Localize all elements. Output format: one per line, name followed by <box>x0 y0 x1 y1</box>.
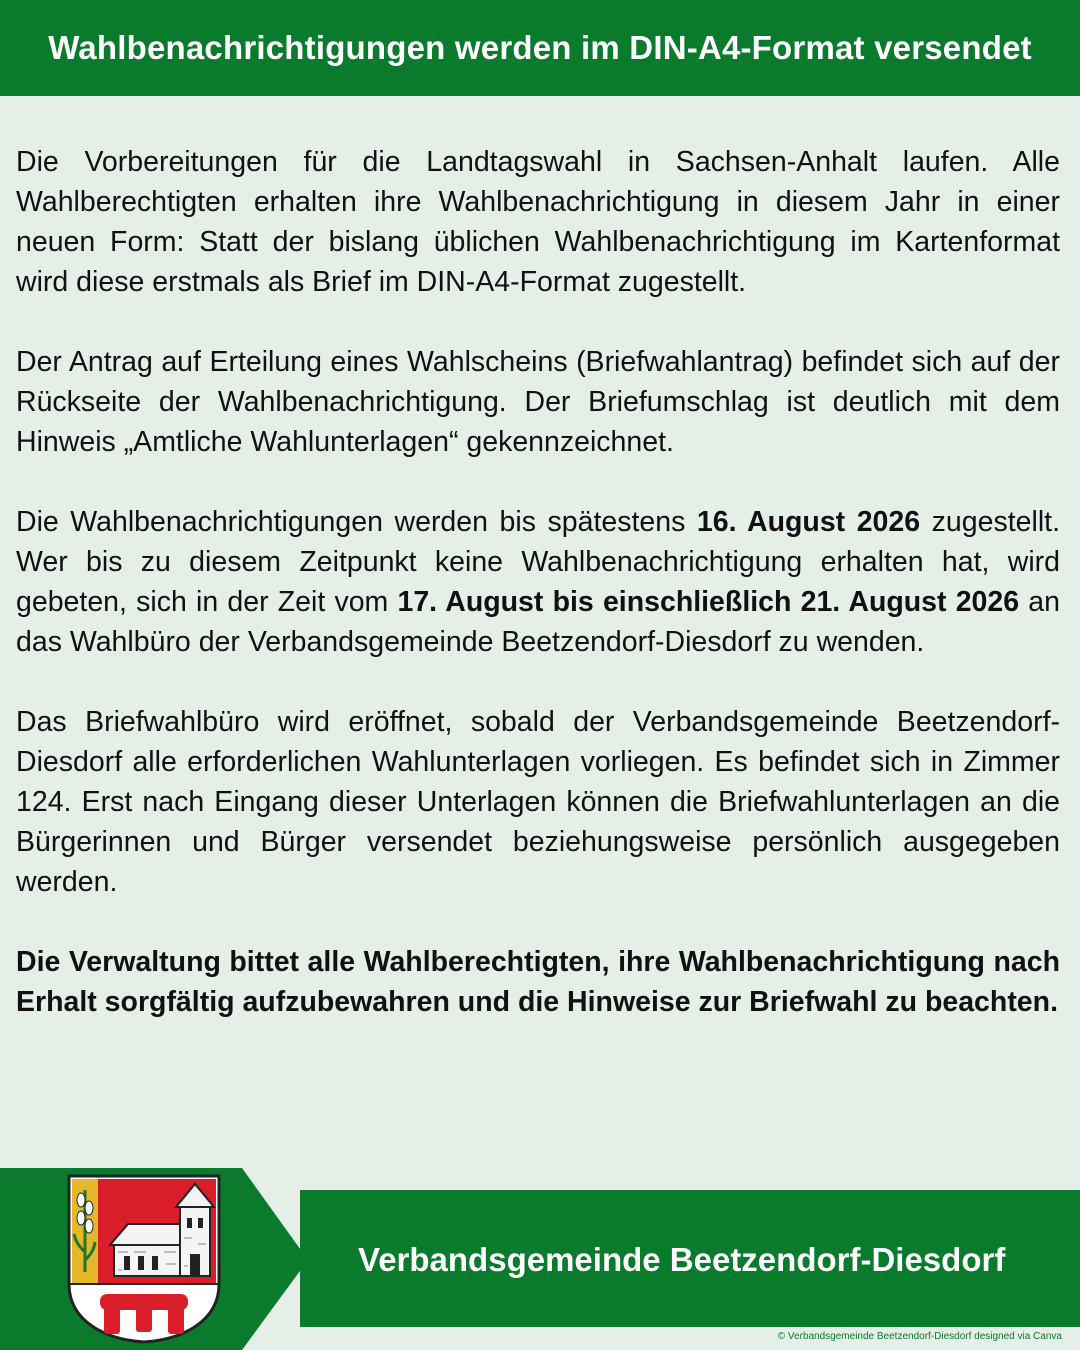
paragraph-briefwahlantrag: Der Antrag auf Erteilung eines Wahlscheins (Briefwahlantrag) befindet sich auf der Rückseite der Wahlbenachrichtigung. Der Briefumschlag ist deutlich mit dem Hinweis „Amtliche Wahlunterlagen“ gekennzeichnet. <box>16 346 1060 458</box>
paragraph-deadline <box>16 502 1060 662</box>
contact-period: 17. August bis einschließlich 21. August 2026 <box>397 586 1020 618</box>
paragraph-closing-note: Die Verwaltung bittet alle Wahlberechtigten, ihre Wahlbenachrichtigung nach Erhalt sorgfältig aufzubewahren und die Hinweise zur Briefwahl zu beachten. <box>16 946 1060 1018</box>
page-title: Wahlbenachrichtigungen werden im DIN-A4-Format versendet <box>48 29 1032 66</box>
footer-chevron <box>230 1168 310 1350</box>
coat-of-arms-icon <box>66 1172 222 1344</box>
paragraph-intro: Die Vorbereitungen für die Landtagswahl in Sachsen-Anhalt laufen. Alle Wahlberechtigten erhalten ihre Wahlbenachrichtigung in diesem Jahr in einer neuen Form: Statt der bislang üblichen Wahlbenachrichtigung im Kartenformat wird diese erstmals als Brief im DIN-A4-Format zugestellt. <box>16 146 1060 298</box>
article-body <box>16 142 1060 1062</box>
deadline-date: 16. August 2026 <box>696 506 921 538</box>
header-bar <box>0 0 1080 96</box>
deadline-text-1: Die Wahlbenachrichtigungen werden bis spätestens <box>16 506 697 538</box>
deadline-text-3: an das Wahlbüro der Verbandsgemeinde Beetzendorf-Diesdorf zu wenden. <box>16 586 1060 658</box>
organization-name: Verbandsgemeinde Beetzendorf-Diesdorf <box>358 1241 1006 1278</box>
paragraph-briefwahlbuero: Das Briefwahlbüro wird eröffnet, sobald der Verbandsgemeinde Beetzendorf-Diesdorf alle erforderlichen Wahlunterlagen vorliegen. Es befindet sich in Zimmer 124. Erst nach Eingang dieser Unterlagen können die Briefwahlunterlagen an die Bürgerinnen und Bürger versendet beziehungsweise persönlich ausgegeben werden. <box>16 706 1060 898</box>
deadline-text-2: zugestellt. Wer bis zu diesem Zeitpunkt keine Wahlbenachrichtigung erhalten hat, wird gebeten, sich in der Zeit vom <box>16 506 1060 618</box>
copyright-notice: © Verbandsgemeinde Beetzendorf-Diesdorf designed via Canva <box>777 1331 1062 1342</box>
